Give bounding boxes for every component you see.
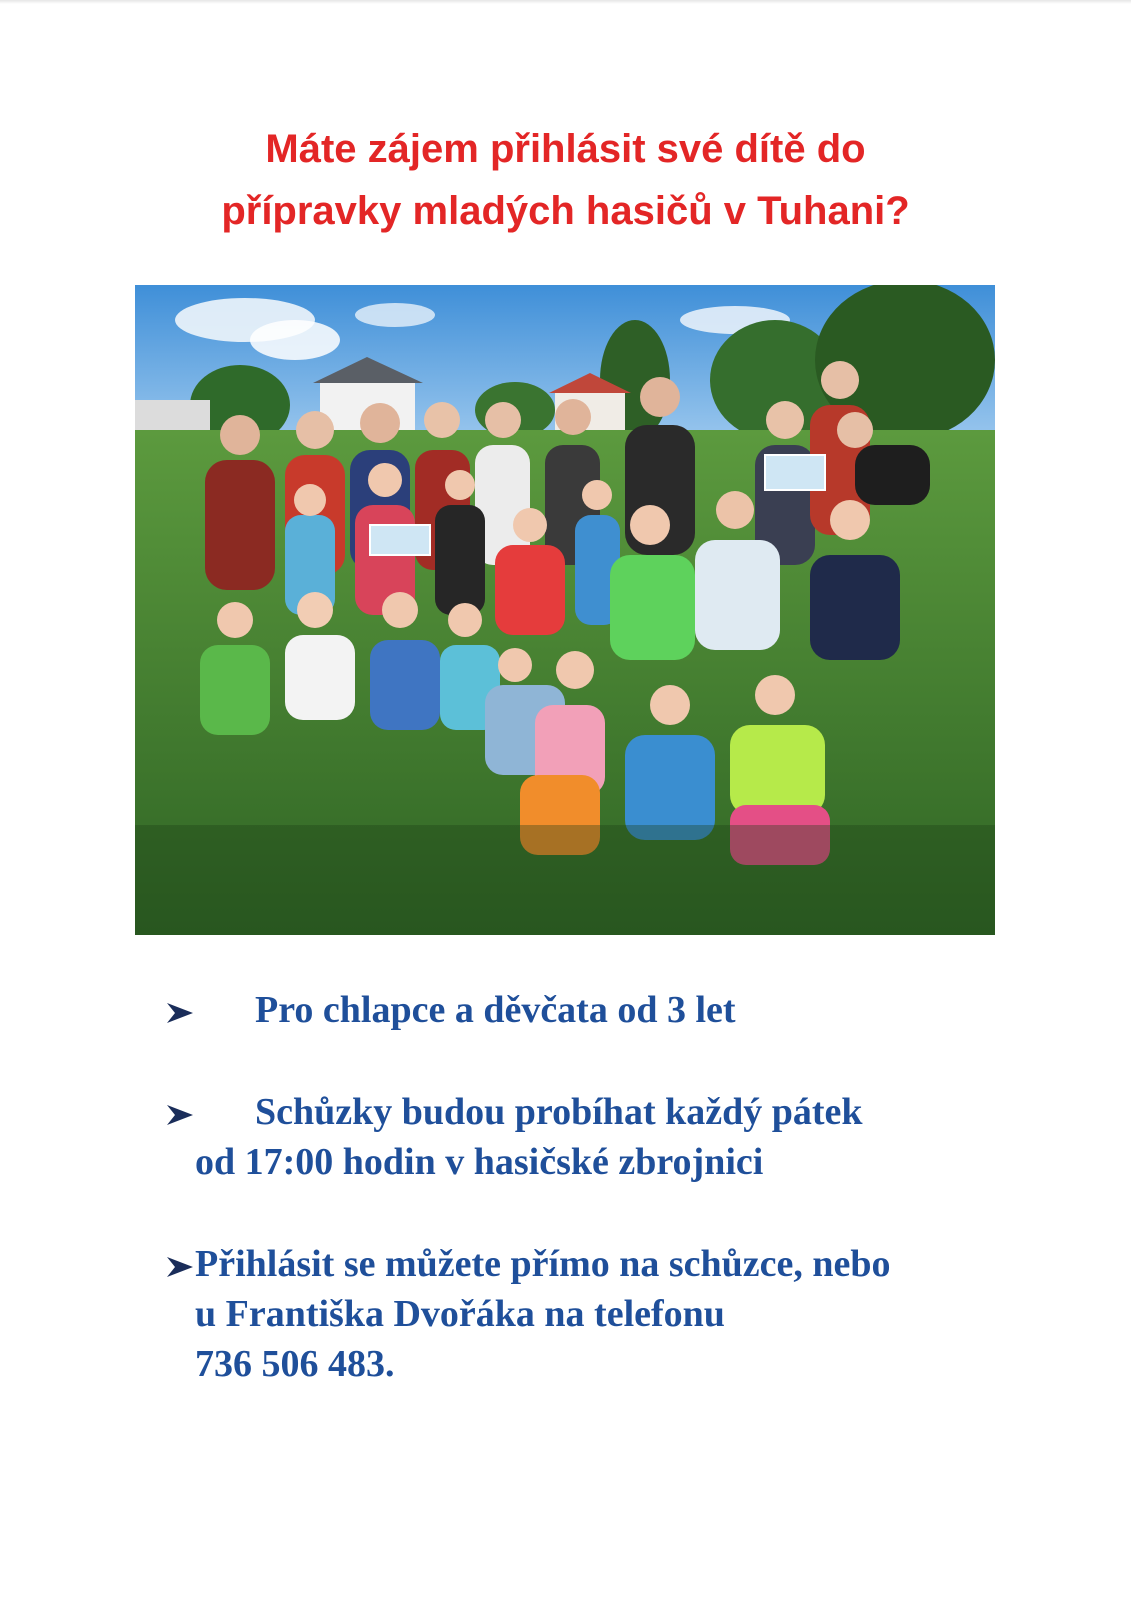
group-photo	[135, 285, 995, 935]
list-item	[165, 1239, 1025, 1389]
title-line-1: Máte zájem přihlásit své dítě do	[265, 127, 866, 171]
item-text-continued: u Františka Dvořáka na telefonu	[195, 1293, 725, 1335]
item-text: Schůzky budou probíhat každý pátek	[255, 1091, 863, 1133]
page-title	[100, 118, 1031, 242]
title-line-2: přípravky mladých hasičů v Tuhani?	[221, 189, 910, 233]
arrow-bullet-icon	[165, 1001, 195, 1025]
info-list	[165, 985, 1025, 1389]
arrow-bullet-icon	[165, 1103, 195, 1127]
item-text: Pro chlapce a děvčata od 3 let	[255, 989, 736, 1031]
phone-number: 736 506 483.	[195, 1343, 395, 1385]
item-text: Přihlásit se můžete přímo na schůzce, nebo	[195, 1243, 891, 1285]
arrow-bullet-icon	[165, 1255, 195, 1279]
list-item	[165, 1087, 1025, 1187]
scan-edge	[0, 0, 1131, 4]
group-photo-icon	[135, 285, 995, 935]
list-item	[165, 985, 1025, 1035]
item-text-continued: od 17:00 hodin v hasičské zbrojnici	[195, 1141, 764, 1183]
